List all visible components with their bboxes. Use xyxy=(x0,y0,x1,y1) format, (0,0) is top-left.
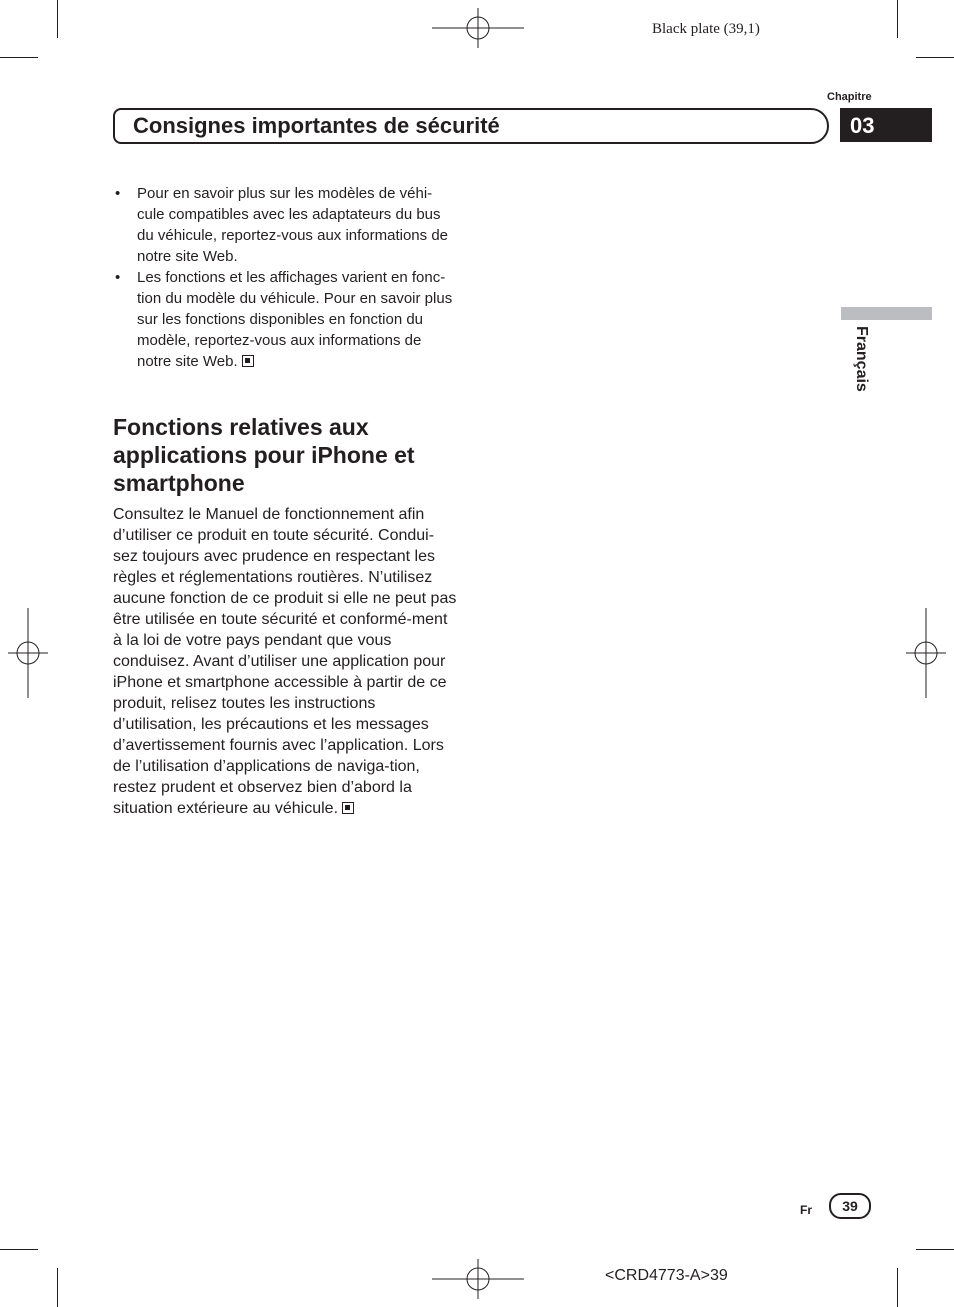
bullet-text: Pour en savoir plus sur les modèles de véhi-cule compatibles avec les adaptateurs du bus du véhicule, reportez-vous aux informations de notre site Web. xyxy=(137,185,449,265)
chapter-number-box xyxy=(840,108,932,142)
end-mark-icon xyxy=(342,802,354,814)
bullet-list xyxy=(113,183,458,372)
body-text: Consultez le Manuel de fonctionnement afin d’utiliser ce produit en toute sécurité. Condui-sez toujours avec prudence en respectant les règles et réglementations routières. N’utilisez aucune fonction de ce produit si elle ne peut pas être utilisée en toute sécurité et conformé-ment à la loi de votre pays pendant que vous conduisez. Avant d’utiliser une application pour iPhone et smartphone accessible à partir de ce produit, relisez toutes les instructions d’utilisation, les précautions et les messages d’avertissement fournis avec l’application. Lors de l’utilisation d’applications de naviga-tion, restez prudent et observez bien d’abord la situation extérieure au véhicule. xyxy=(113,506,457,817)
bullet-text: Les fonctions et les affichages varient en fonc-tion du modèle du véhicule. Pour en savoir plus sur les fonctions disponibles en fonction du modèle, reportez-vous aux informations de notre site Web. xyxy=(137,269,453,370)
end-mark-icon xyxy=(242,355,254,367)
crop-mark xyxy=(897,0,898,38)
chapter-number: 03 xyxy=(850,113,875,138)
plate-label: Black plate (39,1) xyxy=(652,21,760,37)
bullet-icon: • xyxy=(115,185,121,202)
crop-mark xyxy=(57,1268,58,1307)
list-item xyxy=(113,267,458,372)
registration-mark-icon xyxy=(432,8,524,48)
footer-code: <CRD4773-A>39 xyxy=(605,1267,728,1284)
crop-mark xyxy=(897,1268,898,1307)
section-header xyxy=(113,108,829,144)
registration-mark-icon xyxy=(432,1259,524,1299)
footer-language: Fr xyxy=(800,1203,812,1217)
crop-mark xyxy=(0,57,38,58)
body-paragraph xyxy=(113,504,458,819)
registration-mark-icon xyxy=(8,608,48,698)
language-tab-bar xyxy=(841,307,932,320)
crop-mark xyxy=(57,0,58,38)
section-title: Consignes importantes de sécurité xyxy=(133,113,500,138)
chapter-label: Chapitre xyxy=(827,91,872,103)
bullet-icon: • xyxy=(115,269,121,286)
registration-mark-icon xyxy=(906,608,946,698)
page-number: 39 xyxy=(829,1193,871,1219)
crop-mark xyxy=(916,57,954,58)
language-tab-label: Français xyxy=(853,326,870,392)
crop-mark xyxy=(916,1249,954,1250)
crop-mark xyxy=(0,1249,38,1250)
list-item xyxy=(113,183,458,267)
section-heading: Fonctions relatives aux applications pour iPhone et smartphone xyxy=(113,414,415,496)
language-tab xyxy=(842,326,882,426)
